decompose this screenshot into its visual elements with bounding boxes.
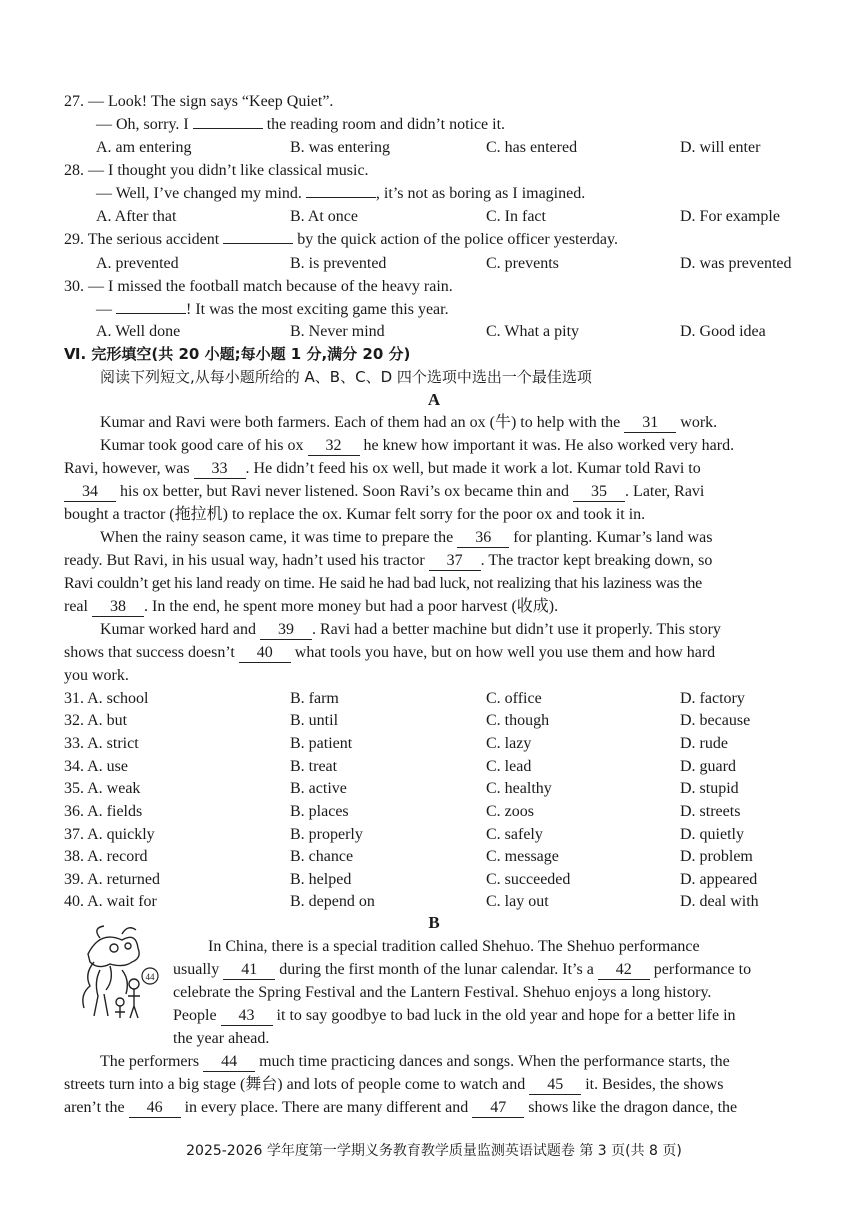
q30-stem: 30. — I missed the football match because of the heavy rain.	[64, 278, 453, 295]
option-38-c: C. message	[486, 848, 559, 865]
option-33-c: C. lazy	[486, 735, 532, 752]
option-33-b: B. patient	[290, 735, 353, 752]
passage-b-line: aren’t the 46 in every place. There are many different and 47 shows like the dragon dance, the	[64, 1099, 738, 1116]
blank-35: 35	[573, 483, 625, 502]
passage-a-line: 34 his ox better, but Ravi never listened. Soon Ravi’s ox became thin and 35 . Later, Ravi	[64, 482, 704, 502]
blank-32: 32	[308, 437, 360, 456]
option-39-a: 39. A. returned	[64, 871, 160, 888]
option-40-a: 40. A. wait for	[64, 893, 157, 910]
option-37-d: D. quietly	[680, 826, 744, 843]
option-38-d: D. problem	[680, 848, 753, 865]
option-38-b: B. chance	[290, 848, 354, 865]
page-footer: 2025-2026 学年度第一学期义务教育教学质量监测英语试题卷 第 3 页(共 8 页)	[186, 1143, 682, 1159]
passage-a-line: ready. But Ravi, in his usual way, hadn’t used his tractor 37 . The tractor kept breaking down, so	[64, 552, 713, 569]
passage-a-heading: A	[427, 390, 441, 409]
q28-option-d: D. For example	[680, 208, 780, 225]
q28-stem: 28. — I thought you didn’t like classical music.	[64, 162, 369, 179]
q27-option-c: C. has entered	[486, 139, 578, 156]
q28-option-c: C. In fact	[486, 208, 546, 225]
option-37-a: 37. A. quickly	[64, 826, 155, 843]
q28-dialogue: — Well, I’ve changed my mind. , it’s not as boring as I imagined.	[96, 185, 586, 202]
option-31-a: 31. A. school	[64, 690, 149, 707]
passage-b-line: usually 41 during the first month of the lunar calendar. It’s a 42 performance to	[173, 961, 752, 978]
passage-b-line: In China, there is a special tradition called Shehuo. The Shehuo performance	[208, 938, 700, 955]
dragon-dance-illustration	[70, 924, 170, 1024]
q30-dialogue: — ! It was the most exciting game this year.	[96, 301, 449, 318]
q28-option-b: B. At once	[290, 208, 358, 225]
passage-b-line: streets turn into a big stage (舞台) and lots of people come to watch and 45 it. Besides, the shows	[64, 1076, 724, 1093]
passage-a-line: bought a tractor (拖拉机) to replace the ox. Kumar felt sorry for the poor ox and took it in.	[64, 506, 646, 523]
passage-a-line: you work.	[64, 667, 129, 684]
blank-34: 34	[64, 483, 116, 502]
passage-a-line: Ravi couldn’t get his land ready on time. He said he had bad luck, not realizing that his laziness was the	[64, 575, 702, 592]
q27-option-b: B. was entering	[290, 139, 390, 156]
option-40-b: B. depend on	[290, 893, 375, 910]
option-35-b: B. active	[290, 780, 347, 797]
option-40-c: C. lay out	[486, 893, 549, 910]
option-35-c: C. healthy	[486, 780, 552, 797]
option-38-a: 38. A. record	[64, 848, 148, 865]
passage-b-line: The performers 44 much time practicing dances and songs. When the performance starts, the	[100, 1053, 730, 1070]
q29-option-a: A. prevented	[96, 255, 179, 272]
option-32-b: B. until	[290, 712, 339, 729]
option-36-a: 36. A. fields	[64, 803, 143, 820]
blank-44: 44	[203, 1053, 255, 1072]
option-32-c: C. though	[486, 712, 550, 729]
blank-37: 37	[429, 552, 481, 571]
passage-b-line: People 43 it to say goodbye to bad luck in the old year and hope for a better life in	[173, 1007, 736, 1024]
blank-47: 47	[472, 1099, 524, 1118]
option-31-d: D. factory	[680, 690, 745, 707]
option-36-d: D. streets	[680, 803, 741, 820]
blank-36: 36	[457, 529, 509, 548]
option-40-d: D. deal with	[680, 893, 759, 910]
q30-option-d: D. Good idea	[680, 323, 766, 340]
section-instruction: 阅读下列短文,从每小题所给的 A、B、C、D 四个选项中选出一个最佳选项	[100, 368, 592, 386]
passage-a-line: Kumar took good care of his ox 32 he knew how important it was. He also worked very hard.	[100, 437, 735, 454]
passage-a-line: Ravi, however, was 33 . He didn’t feed his ox well, but made it work a lot. Kumar told Ravi to	[64, 460, 701, 477]
q27-blank	[193, 128, 263, 129]
option-31-c: C. office	[486, 690, 542, 707]
blank-33: 33	[194, 460, 246, 479]
passage-b-line: celebrate the Spring Festival and the Lantern Festival. Shehuo enjoys a long history.	[173, 984, 712, 1001]
passage-a-line: real 38 . In the end, he spent more money but had a poor harvest (收成).	[64, 598, 559, 615]
option-32-d: D. because	[680, 712, 751, 729]
q29-option-b: B. is prevented	[290, 255, 387, 272]
q30-option-b: B. Never mind	[290, 323, 385, 340]
option-34-c: C. lead	[486, 758, 532, 775]
q28-option-a: A. After that	[96, 208, 177, 225]
blank-40: 40	[239, 644, 291, 663]
option-39-d: D. appeared	[680, 871, 758, 888]
option-37-c: C. safely	[486, 826, 543, 843]
option-36-b: B. places	[290, 803, 349, 820]
passage-a-line: When the rainy season came, it was time to prepare the 36 for planting. Kumar’s land was	[100, 529, 713, 546]
q29-option-c: C. prevents	[486, 255, 559, 272]
passage-a-line: Kumar and Ravi were both farmers. Each of them had an ox (牛) to help with the 31 work.	[100, 414, 718, 431]
option-34-d: D. guard	[680, 758, 736, 775]
option-36-c: C. zoos	[486, 803, 534, 820]
q30-option-c: C. What a pity	[486, 323, 580, 340]
q29-option-d: D. was prevented	[680, 255, 792, 272]
q27-dialogue: — Oh, sorry. I the reading room and didn’t notice it.	[96, 116, 506, 133]
option-34-b: B. treat	[290, 758, 338, 775]
option-35-a: 35. A. weak	[64, 780, 141, 797]
blank-38: 38	[92, 598, 144, 617]
passage-a-line: shows that success doesn’t 40 what tools you have, but on how well you use them and how hard	[64, 644, 716, 661]
option-39-b: B. helped	[290, 871, 352, 888]
option-35-d: D. stupid	[680, 780, 739, 797]
q29-stem: 29. The serious accident by the quick action of the police officer yesterday.	[64, 231, 618, 248]
blank-46: 46	[129, 1099, 181, 1118]
option-39-c: C. succeeded	[486, 871, 571, 888]
q29-blank	[223, 243, 293, 244]
blank-31: 31	[624, 414, 676, 433]
section-title: Ⅵ. 完形填空(共 20 小题;每小题 1 分,满分 20 分)	[64, 345, 411, 363]
blank-43: 43	[221, 1007, 273, 1026]
q27-option-a: A. am entering	[96, 139, 192, 156]
q27-option-d: D. will enter	[680, 139, 761, 156]
blank-39: 39	[260, 621, 312, 640]
passage-b-heading: B	[428, 913, 440, 932]
option-37-b: B. properly	[290, 826, 363, 843]
q28-blank	[306, 197, 376, 198]
option-33-d: D. rude	[680, 735, 728, 752]
illustration-badge: 44	[145, 972, 155, 982]
q27-stem: 27. — Look! The sign says “Keep Quiet”.	[64, 93, 334, 110]
option-34-a: 34. A. use	[64, 758, 128, 775]
passage-b-line: the year ahead.	[173, 1030, 270, 1047]
q30-option-a: A. Well done	[96, 323, 181, 340]
blank-41: 41	[223, 961, 275, 980]
option-33-a: 33. A. strict	[64, 735, 139, 752]
blank-45: 45	[529, 1076, 581, 1095]
option-31-b: B. farm	[290, 690, 339, 707]
q30-blank	[116, 313, 186, 314]
passage-a-line: Kumar worked hard and 39 . Ravi had a better machine but didn’t use it properly. This story	[100, 621, 721, 638]
blank-42: 42	[598, 961, 650, 980]
option-32-a: 32. A. but	[64, 712, 128, 729]
